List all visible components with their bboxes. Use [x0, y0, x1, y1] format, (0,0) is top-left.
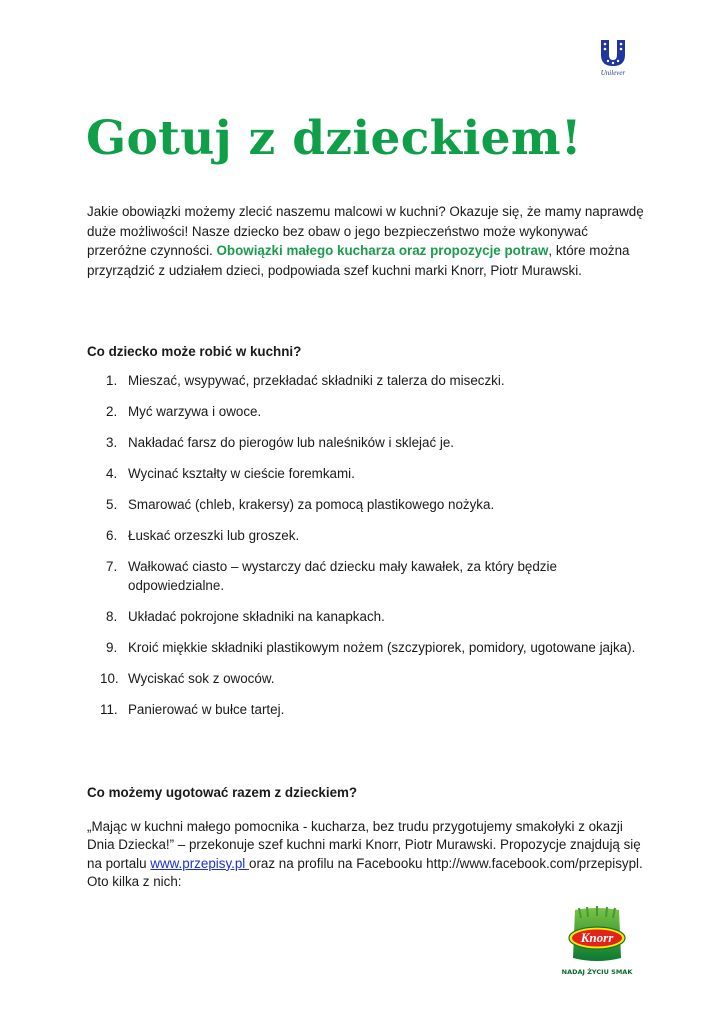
list-item-text: Wycinać kształty w cieście foremkami.	[128, 466, 355, 481]
outro-text-part1: „Mając w kuchni małego pomocnika - kucharza, bez trudu przygotujemy smakołyki z okazji Dnia Dziecka!” – przekonuje szef kuchni marki Knorr, Piotr Murawski. Propozycje znajdują się na portalu	[87, 819, 641, 871]
task-list	[87, 372, 647, 732]
list-item-text: Układać pokrojone składniki na kanapkach.	[128, 608, 385, 624]
list-item-text: Kroić miękkie składniki plastikowym nożem (szczypiorek, pomidory, ugotowane jajka).	[128, 639, 636, 655]
list-item	[87, 701, 647, 720]
list-item-text: Nakładać farsz do pierogów lub naleśników i sklejać je.	[128, 435, 455, 450]
list-item-number: 6.	[106, 528, 118, 543]
outro-text-part2: oraz na profilu na Facebooku http://www.facebook.com/przepisypl. Oto kilka z nich:	[87, 855, 643, 889]
knorr-slogan: NADAJ ŻYCIU SMAK	[561, 968, 633, 976]
list-item-text: Mieszać, wsypywać, przekładać składniki z talerza do miseczki.	[128, 373, 505, 388]
list-item-text: Łuskać orzeszki lub groszek.	[128, 528, 300, 543]
svg-text:Knorr: Knorr	[580, 930, 614, 945]
list-item	[87, 558, 647, 595]
unilever-logo	[593, 38, 633, 77]
list-item	[87, 403, 647, 422]
section-heading-kitchen-tasks: Co dziecko może robić w kuchni?	[87, 344, 302, 359]
intro-highlight: Obowiązki małego kucharza oraz propozycje potraw	[216, 243, 549, 259]
list-item-text: Smarować (chleb, krakersy) za pomocą plastikowego nożyka.	[128, 497, 495, 512]
list-item-number: 11.	[100, 701, 118, 717]
list-item-number: 2.	[106, 404, 118, 419]
knorr-logo-icon	[565, 906, 629, 966]
list-item-number: 10.	[100, 670, 119, 686]
list-item-text: Panierować w bułce tartej.	[128, 701, 285, 717]
list-item-number: 8.	[106, 608, 118, 624]
intro-paragraph	[87, 202, 647, 280]
outro-paragraph	[87, 818, 647, 891]
list-item-number: 9.	[106, 639, 118, 655]
list-item-number: 4.	[106, 466, 118, 481]
przepisy-link[interactable]: www.przepisy.pl	[150, 855, 250, 871]
list-item	[87, 496, 647, 515]
unilever-wordmark: Unilever	[600, 69, 626, 77]
intro-text-part2: , które można przyrządzić z udziałem dzieci, podpowiada szef kuchni marki Knorr, Piotr Murawski.	[87, 243, 630, 278]
list-item-number: 1.	[106, 373, 118, 388]
list-item	[87, 608, 647, 627]
list-item-text: Wałkować ciasto – wystarczy dać dziecku mały kawałek, za który będzie odpowiedzialne.	[128, 559, 557, 593]
list-item	[87, 639, 647, 658]
list-item	[87, 465, 647, 484]
list-item-text: Wyciskać sok z owoców.	[128, 670, 275, 686]
list-item	[87, 527, 647, 546]
list-item	[87, 434, 647, 453]
list-item-text: Myć warzywa i owoce.	[128, 404, 262, 419]
intro-text-part1: Jakie obowiązki możemy zlecić naszemu malcowi w kuchni? Okazuje się, że mamy naprawdę duże możliwości! Nasze dziecko bez obaw o jego bezpieczeństwo może wykonywać przeróżne czynności.	[87, 204, 644, 259]
list-item-number: 5.	[106, 497, 118, 512]
section-heading-recipes: Co możemy ugotować razem z dzieckiem?	[87, 785, 358, 800]
list-item-number: 7.	[106, 559, 118, 574]
knorr-logo	[560, 906, 634, 976]
list-item	[87, 670, 647, 689]
list-item-number: 3.	[106, 435, 118, 450]
page-title: Gotuj z dzieckiem!	[86, 111, 582, 166]
list-item	[87, 372, 647, 391]
unilever-u-logo-icon	[598, 38, 628, 68]
